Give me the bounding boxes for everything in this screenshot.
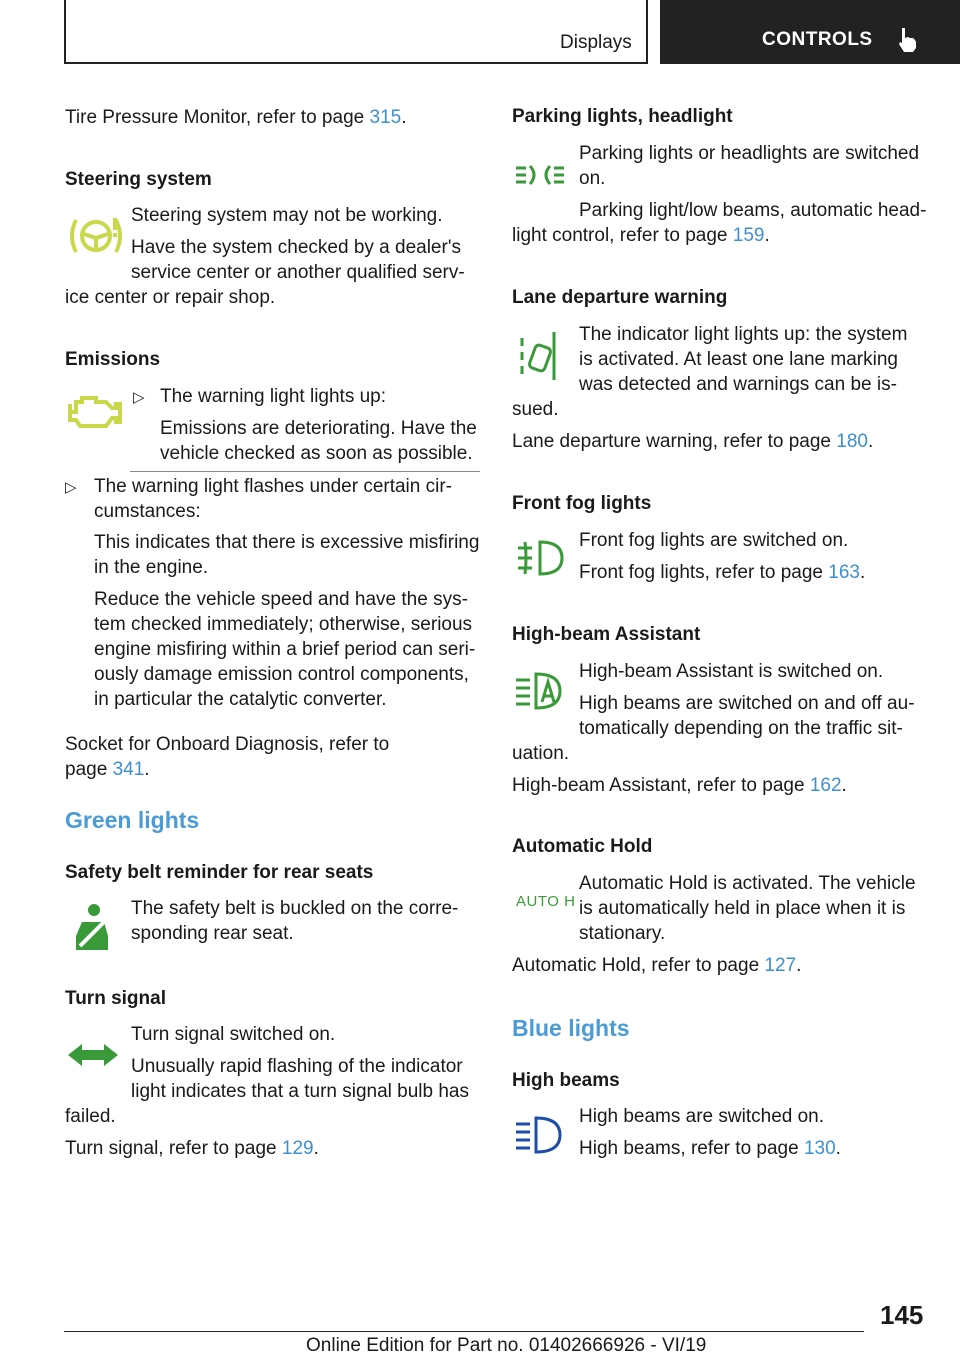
hba-heading: High-beam Assistant	[512, 624, 701, 645]
emissions-b2-p2a: Reduce the vehicle speed and have the sys-	[94, 589, 468, 610]
green-lights-heading: Green lights	[65, 807, 200, 833]
parking-lights-icon	[514, 160, 566, 190]
high-beam-icon	[514, 1114, 564, 1156]
emissions-b2-p1b: in the engine.	[94, 557, 209, 578]
turn-signal-icon	[66, 1040, 120, 1070]
emissions-b2-p2c: engine misfiring within a brief period can seri-	[94, 639, 476, 660]
turn-line2b: light indicates that a turn signal bulb has	[131, 1081, 469, 1102]
lane-ref-text: Lane departure warning, refer to page	[512, 431, 831, 452]
high-page-link[interactable]: 130	[803, 1138, 836, 1159]
parking-line1b: on.	[579, 168, 606, 189]
hba-page-link[interactable]: 162	[809, 775, 842, 796]
hba-line2c: uation.	[512, 743, 570, 764]
steering-heading: Steering system	[65, 169, 212, 190]
lane-line1a: The indicator light lights up: the system	[579, 324, 908, 345]
high-beam-assistant-icon	[514, 670, 564, 712]
hba-line2b: tomatically depending on the traffic sit-	[579, 718, 903, 739]
fog-ref-text: Front fog lights, refer to page	[579, 562, 823, 583]
engine-warning-icon	[66, 392, 122, 432]
hold-line1b: is automatically held in place when it is	[579, 898, 906, 919]
high-ref-text: High beams, refer to page	[579, 1138, 799, 1159]
parking-line1a: Parking lights or headlights are switched	[579, 143, 920, 164]
hold-line1a: Automatic Hold is activated. The vehicle	[579, 873, 916, 894]
footer-edition: Online Edition for Part no. 01402666926 - VI/19	[306, 1335, 707, 1356]
fog-heading: Front fog lights	[512, 493, 652, 514]
emissions-b1-sub-a: Emissions are deteriorating. Have the	[160, 418, 477, 439]
emissions-b2a: The warning light flashes under certain cir-	[94, 476, 453, 497]
bullet-arrow-icon: ▷	[65, 479, 77, 496]
socket-line-b: page 341.	[65, 759, 150, 780]
fog-page-link[interactable]: 163	[828, 562, 860, 583]
emissions-b1-sub-b: vehicle checked as soon as possible.	[160, 443, 473, 464]
steering-line1: Steering system may not be working.	[131, 205, 443, 226]
high-beams-heading: High beams	[512, 1070, 620, 1091]
hold-line1c: stationary.	[579, 923, 666, 944]
tpm-text: Tire Pressure Monitor, refer to page	[65, 107, 365, 128]
blue-lights-heading: Blue lights	[512, 1015, 630, 1041]
hold-reference: Automatic Hold, refer to page 127.	[512, 955, 802, 976]
lane-reference: Lane departure warning, refer to page 180.	[512, 431, 874, 452]
parking-heading: Parking lights, headlight	[512, 106, 733, 127]
emissions-b1: The warning light lights up:	[160, 386, 387, 407]
steering-line2a: Have the system checked by a dealer's	[131, 237, 461, 258]
emissions-b2-p2e: in particular the catalytic converter.	[94, 689, 387, 710]
lane-page-link[interactable]: 180	[836, 431, 868, 452]
steering-warning-icon	[66, 212, 126, 262]
emissions-b2b: cumstances:	[94, 501, 201, 522]
tpm-page-link[interactable]: 315	[369, 107, 402, 128]
lane-line1c: was detected and warnings can be is-	[579, 374, 897, 395]
bullet-separator	[130, 471, 480, 472]
turn-heading: Turn signal	[65, 988, 166, 1009]
hba-line2a: High beams are switched on and off au-	[579, 693, 915, 714]
lane-departure-icon	[516, 330, 560, 382]
lane-line1d: sued.	[512, 399, 559, 420]
parking-reference: light control, refer to page 159.	[512, 225, 770, 246]
hba-line1: High-beam Assistant is switched on.	[579, 661, 884, 682]
tpm-reference: Tire Pressure Monitor, refer to page 315.	[65, 107, 407, 128]
turn-ref-text: Turn signal, refer to page	[65, 1138, 277, 1159]
belt-line1: The safety belt is buckled on the corre-	[131, 898, 459, 919]
page-number: 145	[880, 1300, 924, 1330]
fog-line1: Front fog lights are switched on.	[579, 530, 849, 551]
parking-ref-text: light control, refer to page	[512, 225, 728, 246]
bullet-arrow-icon: ▷	[133, 389, 145, 406]
header-section-title: Displays	[560, 32, 632, 53]
socket-page-link[interactable]: 341	[112, 759, 145, 780]
belt-line2: sponding rear seat.	[131, 923, 294, 944]
emissions-b2-p2b: tem checked immediately; otherwise, serious	[94, 614, 473, 635]
high-reference: High beams, refer to page 130.	[579, 1138, 841, 1159]
turn-page-link[interactable]: 129	[281, 1138, 314, 1159]
turn-reference: Turn signal, refer to page 129.	[65, 1138, 319, 1159]
front-fog-icon	[516, 538, 564, 578]
steering-line2b: service center or another qualified serv-	[131, 262, 465, 283]
hba-reference: High-beam Assistant, refer to page 162.	[512, 775, 847, 796]
hand-pointer-icon	[896, 26, 920, 54]
lane-heading: Lane departure warning	[512, 287, 728, 308]
hold-page-link[interactable]: 127	[764, 955, 797, 976]
high-line1: High beams are switched on.	[579, 1106, 825, 1127]
belt-heading: Safety belt reminder for rear seats	[65, 862, 374, 883]
turn-line2a: Unusually rapid flashing of the indicator	[131, 1056, 463, 1077]
auto-hold-icon: AUTO H	[516, 893, 576, 910]
hold-ref-text: Automatic Hold, refer to page	[512, 955, 760, 976]
header-chapter-title: CONTROLS	[762, 29, 873, 50]
header-chapter-tab	[660, 0, 960, 64]
parking-line2a: Parking light/low beams, automatic head-	[579, 200, 927, 221]
seatbelt-icon	[70, 902, 116, 954]
steering-line2c: ice center or repair shop.	[65, 287, 276, 308]
emissions-heading: Emissions	[65, 349, 161, 370]
hba-ref-text: High-beam Assistant, refer to page	[512, 775, 805, 796]
hold-heading: Automatic Hold	[512, 836, 653, 857]
lane-line1b: is activated. At least one lane marking	[579, 349, 898, 370]
fog-reference: Front fog lights, refer to page 163.	[579, 562, 866, 583]
emissions-b2-p2d: ously damage emission control components,	[94, 664, 469, 685]
turn-line2c: failed.	[65, 1106, 116, 1127]
footer-rule	[64, 1331, 864, 1332]
emissions-b2-p1a: This indicates that there is excessive misfiring	[94, 532, 480, 553]
socket-page-word: page	[65, 759, 108, 780]
socket-line-a: Socket for Onboard Diagnosis, refer to	[65, 734, 390, 755]
turn-line1: Turn signal switched on.	[131, 1024, 336, 1045]
parking-page-link[interactable]: 159	[732, 225, 765, 246]
